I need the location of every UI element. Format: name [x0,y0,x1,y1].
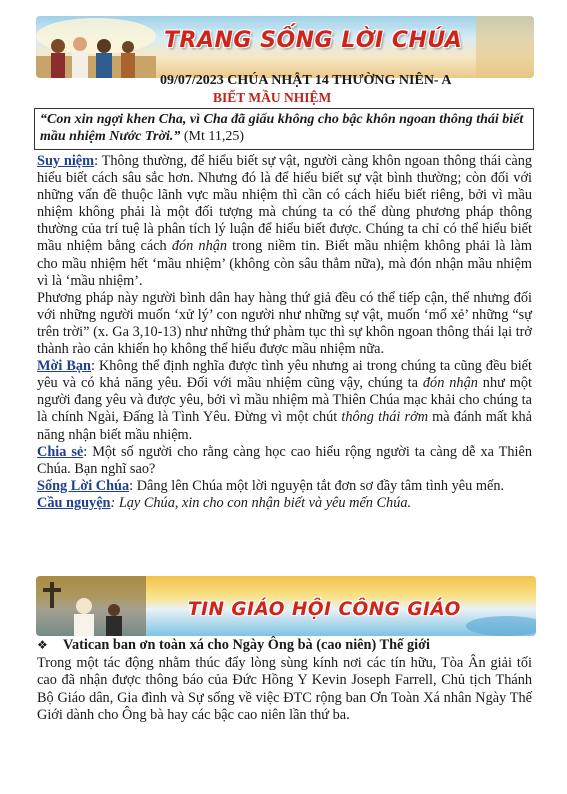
moi-ban-italic-2: thông thái rởm [341,409,429,426]
quote-reference: (Mt 11,25) [180,129,245,144]
suy-niem-italic: đón nhận [171,238,228,255]
header-banner [36,16,534,78]
cau-nguyen-label: Cầu nguyện [37,494,111,511]
chia-se-text: : Một số người cho rằng càng học cao hiểu rộng người ta càng dễ xa Thiên Chúa. Bạn nghĩ sao? [37,443,532,477]
news-section [37,637,532,725]
news-banner [36,576,536,636]
moi-ban-text-2: như một người đang yêu và được yêu, bởi vì mầu nhiệm mà Thiên Chúa mạc khải cho chúng ta là chính Ngài, Đấng là Tình Yêu. Đừng vì một chút [37,375,532,426]
scripture-quote [34,108,534,150]
news-headline-row [37,637,532,655]
quote-text: “Con xin ngợi khen Cha, vì Cha đã giấu không cho bậc khôn ngoan thông thái biết mầu nhiệm Nước Trời.” [40,112,524,144]
moi-ban-label: Mời Bạn [37,358,92,375]
moi-ban-text-3: mà đánh mất khả năng nhận biết mầu nhiệm. [37,409,532,443]
suy-niem-text: : Thông thường, để hiểu biết sự vật, người càng khôn ngoan thông thái càng hiểu biết cách sâu sắc hơn. Nhưng đó là để hiểu biết sự vật bình thường; còn đối với những vấn đề thuộc lãnh vực mầu nhiệm thì cần có cách hiểu biết riêng, bởi vì mầu nhiệm không phải là một đối tượng mà chúng ta có thể dùng phương pháp thông thường của trí tuệ là phân tích lý luận để hiểu biết được. Chúng ta chỉ có thể hiểu biết mầu nhiệm bằng cách [37,153,532,255]
moi-ban-text-1: : Không thể định nghĩa được tình yêu nhưng ai trong chúng ta cũng đều biết yêu và có khả năng yêu. Đối với mầu nhiệm cũng vậy, chúng ta [37,358,533,392]
song-loi-chua-label: Sống Lời Chúa [37,477,130,494]
song-loi-chua-text: : Dâng lên Chúa một lời nguyện tắt đơn sơ đầy tâm tình yêu mến. [129,477,505,494]
banner-title: TRANG SỐNG LỜI CHÚA [164,28,463,53]
diamond-bullet-icon: ❖ [37,638,48,652]
news-headline: Vatican ban ơn toàn xá cho Ngày Ông bà (cao niên) Thế giới [63,637,430,653]
moi-ban-italic-1: đón nhận [422,375,478,392]
dateline: 09/07/2023 CHÚA NHẬT 14 THƯỜNG NIÊN- A [160,73,452,88]
chia-se-label: Chia sẻ [37,443,84,460]
suy-niem-text-end: trong niềm tin. Biết mầu nhiệm không phải là làm cho mầu nhiệm hết ‘mầu nhiệm’ (không còn sâu thẳm nữa), mà đón nhận mầu nhiệm vì là ‘mầu nhiệm’. [37,238,532,289]
suy-niem-paragraph [37,153,532,290]
chia-se-paragraph [37,444,532,478]
suy-niem-label: Suy niệm [37,153,95,169]
news-banner-title: TIN GIÁO HỘI CÔNG GIÁO [188,599,461,620]
moi-ban-paragraph [37,358,532,443]
news-body: Trong một tác động nhằm thúc đẩy lòng sùng kính nơi các tín hữu, Tòa Ân giải tối cao đã nhận được thông báo của Đức Hồng Y Kevin Joseph Farrell, Chủ tịch Thánh Bộ Giáo dân, Gia đình và Sự sống về việc ĐTC rộng ban Ơn Toàn Xá nhân Ngày Thế Giới dành cho Ông bà hay các bậc cao niên lần thứ ba. [37,654,532,723]
page-subtitle: BIẾT MẦU NHIỆM [213,90,332,105]
suy-niem-paragraph-2: Phương pháp này người bình dân hay hàng thứ giả đều có thể tiếp cận, thế nhưng đối với những người muốn ‘xử lý’ con người như những sự vật, muốn ‘mổ xẻ’ những “sự trên trời” (x. Ga 3,10-13) như những thứ phàm tục thì sự khôn ngoan thông thái lại trở thành rào cản khiến họ không thể hiểu được mầu nhiệm nữa. [37,289,532,358]
cau-nguyen-paragraph [37,495,532,512]
cau-nguyen-text: : Lạy Chúa, xin cho con nhận biết và yêu mến Chúa. [110,494,412,511]
song-loi-chua-paragraph [37,478,532,495]
reflection-body [37,153,532,512]
